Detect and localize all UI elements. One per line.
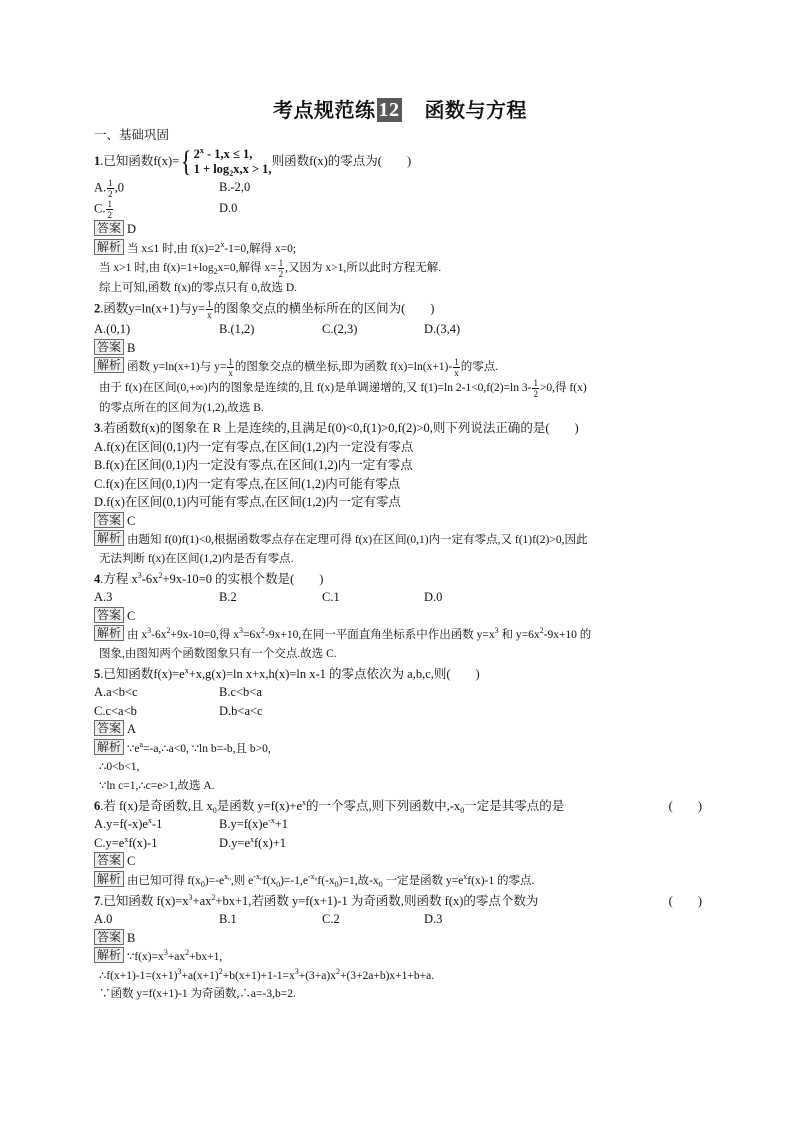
fraction — [106, 199, 113, 220]
text-run: ∴f(x+1)-1=(x+1) — [99, 969, 178, 982]
question-stem — [94, 892, 706, 911]
piecewise-function — [179, 147, 271, 177]
superscript: 2 — [218, 966, 223, 976]
answer-label: 答案 — [94, 220, 124, 236]
question-list — [94, 146, 706, 1004]
question-stem — [94, 146, 706, 178]
superscript: 3 — [494, 626, 499, 635]
text-run: D.y=e — [219, 835, 250, 850]
text-run: )=-1,e — [280, 874, 308, 887]
fraction-numerator: 1 — [454, 357, 459, 367]
fraction-numerator: 1 — [278, 258, 284, 268]
text-run: C.c<a<b — [94, 703, 137, 718]
question-7 — [94, 892, 706, 1004]
text-run: 则函数f(x)的零点为( ) — [271, 153, 412, 168]
fraction-denominator: x — [228, 368, 233, 378]
text-run: ,0 — [114, 180, 125, 195]
question-number: 5 — [94, 666, 101, 681]
analysis-label: 解析 — [94, 530, 124, 546]
title-number-badge: 12 — [378, 99, 400, 121]
option-D — [219, 834, 706, 853]
text-run: - 1,x ≤ 1, — [203, 147, 253, 161]
answer-row — [94, 929, 706, 948]
text-run: .已知函数 f(x)=x — [100, 893, 189, 908]
text-run: f(x)-1 — [128, 835, 158, 850]
superscript: 2 — [158, 570, 163, 580]
answer-value: A — [127, 722, 137, 736]
question-stem — [94, 797, 706, 816]
superscript: 3 — [137, 570, 142, 580]
text-run: 由题知 f(0)f(1)<0,根据函数零点存在定理可得 f(x)在区间(0,1)内一定有零点,又 f(1)f(2)>0,因此 — [127, 534, 588, 546]
superscript: -x₀ — [307, 871, 318, 881]
option-C — [94, 199, 219, 220]
text-run: 当 x>1 时,由 f(x)=1+log — [99, 262, 214, 275]
text-run: C.f(x)在区间(0,1)内一定有零点,在区间(1,2)内可能有零点 — [94, 476, 401, 491]
answer-value: C — [127, 608, 136, 623]
superscript: x — [250, 834, 254, 844]
option-D — [424, 320, 706, 339]
option-B — [219, 178, 706, 199]
text-run: .若 f(x)是奇函数,且 x — [100, 798, 213, 813]
option-C — [94, 702, 219, 721]
text-run: )=-e — [204, 874, 225, 887]
question-3 — [94, 419, 706, 568]
superscript: x — [302, 797, 307, 807]
option-D — [219, 199, 706, 220]
text-run: A. — [94, 180, 107, 195]
superscript: 3 — [239, 626, 244, 635]
text-run: 的零点所在的区间为(1,2),故选 B. — [99, 402, 264, 414]
fraction — [278, 258, 285, 279]
fraction — [532, 378, 539, 399]
analysis-line — [94, 758, 706, 777]
title-prefix: 考点规范练 — [273, 100, 376, 122]
option-D — [424, 588, 706, 607]
option-A — [94, 178, 219, 199]
subscript: 0 — [212, 805, 217, 815]
question-stem — [94, 299, 706, 320]
text-run: A.(0,1) — [94, 322, 131, 336]
answer-parenthesis: ( ) — [668, 798, 702, 813]
text-run: .已知函数f(x)=e — [100, 666, 185, 681]
question-stem — [94, 665, 706, 684]
title-topic: 函数与方程 — [424, 100, 527, 122]
analysis-line — [94, 258, 706, 279]
text-run: D.3 — [424, 912, 443, 926]
text-run: ,又因为 x>1,所以此时方程无解. — [285, 262, 442, 275]
text-run: 当 x≤1 时,由 f(x)=2 — [127, 242, 221, 255]
analysis-line — [94, 985, 706, 1004]
superscript: -x — [268, 816, 275, 825]
fraction-numerator: 1 — [228, 357, 233, 367]
text-run: .函数y=ln(x+1)与y= — [100, 301, 206, 316]
answer-row — [94, 220, 706, 239]
page-title — [94, 96, 706, 126]
text-run: B.-2,0 — [219, 180, 251, 194]
text-run: =-a,∴a<0, ∵ln b=-b,且 b>0, — [143, 742, 271, 755]
answer-row — [94, 339, 706, 358]
text-run: f(x)+1 — [254, 835, 287, 850]
text-run: 的图象交点的横坐标所在的区间为( ) — [213, 301, 435, 316]
superscript: 2 — [261, 626, 266, 635]
option-A — [94, 438, 706, 457]
subscript: 0 — [334, 879, 339, 889]
text-run: f(x — [262, 874, 277, 887]
text-run: 图象,由图知两个函数图象只有一个交点.故选 C. — [99, 647, 337, 660]
answer-label: 答案 — [94, 339, 124, 355]
question-number: 6 — [94, 798, 101, 813]
text-run: )=1,故-x — [338, 874, 379, 887]
answer-value: D — [127, 222, 137, 236]
text-run: -6x — [141, 571, 159, 586]
text-run: C.1 — [322, 590, 340, 604]
options — [94, 438, 706, 512]
fraction-denominator: 2 — [533, 389, 538, 399]
text-run: C.(2,3) — [322, 322, 358, 336]
superscript: a — [139, 739, 143, 749]
text-run: +a(x+1) — [181, 969, 219, 982]
superscript: 3 — [294, 966, 299, 976]
text-run: A.y=f(-x)e — [94, 817, 148, 831]
options — [94, 815, 706, 852]
text-run: +x,g(x)=ln x+x,h(x)=ln x-1 的零点依次为 a,b,c,则( ) — [188, 666, 480, 681]
question-1 — [94, 146, 706, 298]
question-number: 1 — [94, 153, 101, 168]
piecewise-rows — [194, 147, 272, 177]
analysis-label: 解析 — [94, 871, 124, 887]
text-run: x=0,解得 x= — [217, 262, 277, 275]
superscript: 3 — [147, 626, 152, 635]
answer-label: 答案 — [94, 852, 124, 868]
analysis-line — [94, 777, 706, 796]
answer-row — [94, 512, 706, 531]
text-run: 由 x — [127, 629, 148, 641]
answer-value: B — [127, 340, 136, 355]
text-run: +(3+2a+b)x+1+b+a. — [339, 969, 435, 982]
superscript: x — [147, 816, 152, 825]
text-run: .方程 x — [100, 571, 138, 586]
subscript: 0 — [200, 879, 205, 889]
analysis-line — [94, 947, 706, 967]
superscript: x — [124, 834, 129, 844]
text-run: B.2 — [219, 590, 237, 604]
superscript: 2 — [539, 626, 544, 635]
fraction — [453, 357, 460, 378]
text-run: =6x — [243, 629, 262, 641]
text-run: +bx+1,若函数 y=f(x+1)-1 为奇函数,则函数 f(x)的零点个数为 — [215, 893, 539, 908]
text-run: B.1 — [219, 912, 237, 926]
text-run: -6x — [151, 629, 167, 641]
option-B — [219, 588, 322, 607]
answer-label: 答案 — [94, 929, 124, 945]
text-run: 的一个零点,则下列函数中,-x — [306, 798, 461, 813]
text-run: >0,得 f(x) — [539, 382, 587, 395]
text-run: +b(x+1)+1-1=x — [222, 969, 295, 982]
brace-symbol: { — [180, 145, 192, 178]
text-run: f(-x — [317, 874, 335, 887]
analysis-line — [94, 530, 706, 550]
text-run: ∵函数 y=f(x+1)-1 为奇函数,∴a=-3,b=2. — [99, 988, 296, 1000]
fraction-denominator: 2 — [278, 269, 284, 279]
option-D — [94, 493, 706, 512]
text-run: D.(3,4) — [424, 322, 461, 336]
options — [94, 178, 706, 220]
fraction-numerator: 1 — [107, 199, 112, 209]
subscript: 0 — [378, 879, 383, 889]
question-2 — [94, 299, 706, 418]
text-run: B.f(x)在区间(0,1)内一定没有零点,在区间(1,2)内一定有零点 — [94, 458, 413, 472]
answer-value: C — [127, 854, 136, 868]
answer-label: 答案 — [94, 607, 124, 623]
question-number: 2 — [94, 301, 101, 316]
fraction-denominator: 2 — [107, 210, 112, 220]
analysis-line — [94, 378, 706, 399]
superscript: 3 — [163, 948, 168, 957]
subscript: 2 — [229, 169, 234, 178]
option-B — [94, 456, 706, 475]
analysis-line — [94, 871, 706, 891]
analysis-label: 解析 — [94, 357, 124, 373]
text-run: +bx+1, — [189, 951, 223, 963]
answer-value: B — [127, 930, 136, 945]
fraction-denominator: x — [207, 310, 212, 320]
text-run: 由于 f(x)在区间(0,+∞)内的图象是连续的,且 f(x)是单调递增的,又 f(1)=ln 2-1<0,f(2)=ln 3- — [99, 382, 532, 395]
answer-value: C — [127, 513, 136, 528]
text-run: ∴0<b<1, — [99, 761, 140, 773]
options — [94, 910, 706, 929]
option-A — [94, 320, 219, 339]
text-run: B.(1,2) — [219, 322, 255, 336]
superscript: 2 — [166, 626, 171, 635]
text-run: +ax — [192, 893, 212, 908]
section-heading: 一、基础巩固 — [94, 128, 170, 142]
superscript: 3 — [177, 966, 182, 976]
text-run: -1=0,解得 x=0; — [224, 242, 297, 255]
superscript: 3 — [188, 892, 193, 902]
analysis-line — [94, 625, 706, 645]
text-run: 无法判断 f(x)在区间(1,2)内是否有零点. — [99, 552, 294, 565]
fraction — [227, 357, 234, 378]
answer-label: 答案 — [94, 720, 124, 736]
superscript: 2 — [185, 948, 190, 957]
text-run: .已知函数f(x)= — [100, 153, 180, 168]
subscript: 0 — [460, 805, 465, 815]
text-run: +9x-10=0 的实根个数是( ) — [162, 571, 324, 586]
text-run: 的图象交点的横坐标,即为函数 f(x)=ln(x+1)- — [234, 361, 453, 374]
text-run: +1 — [274, 817, 289, 831]
text-run: 的零点. — [460, 361, 499, 374]
analysis-line — [94, 645, 706, 664]
text-run: D.0 — [219, 201, 238, 215]
fraction-denominator: x — [454, 368, 459, 378]
option-D — [424, 910, 706, 929]
text-run: B.c<b<a — [219, 685, 262, 699]
text-run: 函数 y=ln(x+1)与 y= — [127, 361, 227, 374]
worksheet-page — [94, 96, 706, 1004]
analysis-line — [94, 967, 706, 986]
question-number: 4 — [94, 571, 101, 586]
text-run: +(3+a)x — [298, 969, 336, 982]
option-B — [219, 910, 322, 929]
superscript: x₀ — [224, 871, 231, 881]
question-number: 7 — [94, 893, 101, 908]
answer-row — [94, 852, 706, 871]
options — [94, 588, 706, 607]
text-run: 综上可知,函数 f(x)的零点只有 0,故选 D. — [99, 282, 298, 294]
superscript: x — [463, 871, 468, 881]
analysis-label: 解析 — [94, 625, 124, 641]
fraction-numerator: 1 — [108, 178, 113, 188]
text-run: C. — [94, 201, 106, 216]
question-stem — [94, 419, 706, 438]
question-4 — [94, 570, 706, 664]
answer-parenthesis: ( ) — [668, 893, 702, 908]
answer-row — [94, 607, 706, 626]
option-C — [322, 588, 424, 607]
text-run: A.0 — [94, 912, 113, 926]
option-C — [322, 320, 424, 339]
question-5 — [94, 665, 706, 796]
text-run: +9x-10=0,得 x — [170, 629, 240, 641]
text-run: B.y=f(x)e — [219, 817, 269, 831]
analysis-line — [94, 399, 706, 418]
option-A — [94, 815, 219, 834]
superscript: x — [220, 239, 225, 249]
text-run: D.b<a<c — [219, 703, 263, 718]
text-run: 一定是其零点的是 — [464, 798, 565, 813]
subscript: 2 — [213, 267, 218, 277]
option-C — [322, 910, 424, 929]
subscript: 0 — [276, 879, 281, 889]
answer-row — [94, 720, 706, 739]
options — [94, 320, 706, 339]
option-C — [94, 475, 706, 494]
option-D — [219, 702, 706, 721]
text-run: 由已知可得 f(x — [127, 874, 201, 887]
text-run: x,x > 1, — [233, 162, 272, 176]
text-run: .若函数f(x)的图象在 R 上是连续的,且满足f(0)<0,f(1)>0,f(2)>0,则下列说法正确的是( ) — [100, 421, 579, 435]
fraction — [206, 299, 213, 320]
text-run: A.f(x)在区间(0,1)内一定有零点,在区间(1,2)内一定没有零点 — [94, 439, 414, 454]
text-run: A.a<b<c — [94, 685, 138, 699]
piecewise-row — [194, 147, 272, 162]
fraction-numerator: 1 — [207, 299, 212, 309]
text-run: A.3 — [94, 590, 113, 604]
analysis-line — [94, 357, 706, 378]
text-run: f(x)-1 的零点. — [467, 874, 535, 887]
text-run: 和 y=6x — [498, 629, 540, 641]
analysis-label: 解析 — [94, 947, 124, 963]
text-run: C.2 — [322, 912, 340, 926]
superscript: -x₀ — [253, 871, 263, 881]
text-run: -9x+10 的 — [543, 629, 592, 641]
question-stem — [94, 570, 706, 589]
text-run: D.f(x)在区间(0,1)内可能有零点,在区间(1,2)内一定有零点 — [94, 495, 401, 509]
text-run: ∵f(x)=x — [127, 951, 164, 963]
analysis-line — [94, 239, 706, 259]
text-run: ,则 e — [230, 874, 254, 887]
question-number: 3 — [94, 421, 101, 435]
text-run: 2 — [193, 147, 200, 161]
fraction-denominator: 2 — [108, 189, 113, 199]
text-run: D.0 — [424, 590, 443, 604]
option-A — [94, 683, 219, 702]
analysis-line — [94, 739, 706, 759]
option-C — [94, 834, 219, 853]
text-run: +ax — [167, 951, 186, 963]
option-A — [94, 910, 219, 929]
analysis-label: 解析 — [94, 239, 124, 255]
text-run: ∵ln c=1,∴c=e>1,故选 A. — [99, 779, 215, 792]
piecewise-row — [194, 162, 272, 177]
text-run: -1 — [151, 817, 163, 831]
fraction-numerator: 1 — [533, 378, 538, 388]
text-run: 是函数 y=f(x)+e — [216, 798, 303, 813]
text-run: C.y=e — [94, 835, 125, 850]
option-B — [219, 320, 322, 339]
text-run: -9x+10,在同一平面直角坐标系中作出函数 y=x — [265, 629, 495, 641]
question-6 — [94, 797, 706, 891]
text-run: 一定是函数 y=e — [382, 874, 464, 887]
analysis-line — [94, 279, 706, 298]
superscript: 2 — [211, 892, 216, 902]
option-A — [94, 588, 219, 607]
text-run: 1 + log — [193, 162, 230, 176]
text-run: ∵e — [127, 742, 140, 755]
fraction — [107, 178, 114, 199]
option-B — [219, 815, 706, 834]
analysis-line — [94, 550, 706, 569]
options — [94, 683, 706, 720]
superscript: x — [199, 146, 204, 155]
superscript: x — [184, 665, 189, 675]
superscript: 2 — [335, 966, 340, 976]
analysis-label: 解析 — [94, 739, 124, 755]
answer-label: 答案 — [94, 512, 124, 528]
option-B — [219, 683, 706, 702]
